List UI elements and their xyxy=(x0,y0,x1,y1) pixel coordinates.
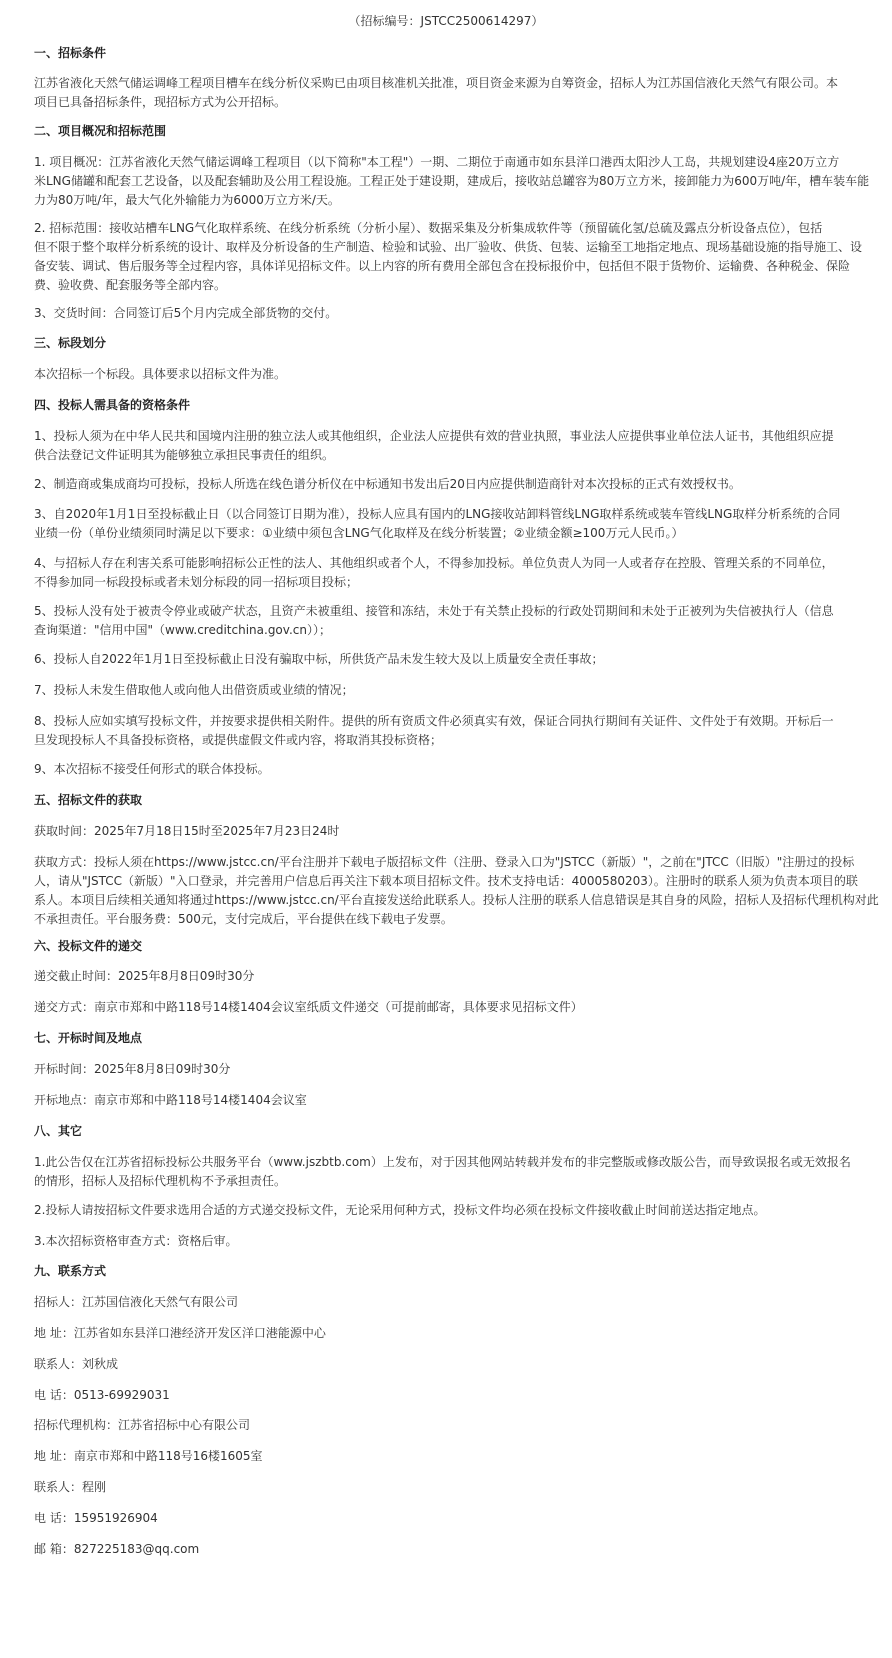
section-4-item-1 xyxy=(34,427,874,465)
line: 但不限于整个取样分析系统的设计、取样及分析设备的生产制造、检验和试验、出厂验收、供货、包装、运输至工地指定地点、现场基础设施的指导施工、设 xyxy=(34,240,863,254)
section-3-title: 三、标段划分 xyxy=(34,336,107,350)
line: 费、验收费、配套服务等全部内容。 xyxy=(34,278,227,292)
section-8-item-3: 3.本次招标资格审查方式：资格后审。 xyxy=(34,1234,238,1248)
contact-agency-email: 邮 箱：827225183@qq.com xyxy=(34,1542,200,1556)
line: 查询渠道："信用中国"（www.creditchina.gov.cn））； xyxy=(34,623,331,637)
line: 旦发现投标人不具备投标资格，或提供虚假文件或内容，将取消其投标资格； xyxy=(34,733,443,747)
line: 业绩一份（单份业绩须同时满足以下要求：①业绩中须包含LNG气化取样及在线分析装置；②业绩金额≥100万元人民币。） xyxy=(34,526,684,540)
section-7-title: 七、开标时间及地点 xyxy=(34,1031,143,1045)
contact-tenderer-person: 联系人：刘秋成 xyxy=(34,1357,119,1371)
section-3-paragraph: 本次招标一个标段。具体要求以招标文件为准。 xyxy=(34,367,287,381)
line: 米LNG储罐和配套工艺设备，以及配套辅助及公用工程设施。工程正处于建设期，建成后，接收站总罐容为80万立方米，接卸能力为600万吨/年，槽车装车能 xyxy=(34,174,870,188)
section-4-item-3 xyxy=(34,505,874,543)
line: 不承担责任。平台服务费：500元，支付完成后，平台提供在线下载电子发票。 xyxy=(34,912,453,926)
line: 4、与招标人存在利害关系可能影响招标公正性的法人、其他组织或者个人，不得参加投标。单位负责人为同一人或者存在控股、管理关系的不同单位， xyxy=(34,556,834,570)
section-5-acquire-time: 获取时间：2025年7月18日15时至2025年7月23日24时 xyxy=(34,824,340,838)
line: 1. 项目概况：江苏省液化天然气储运调峰工程项目（以下简称"本工程"）一期、二期位于南通市如东县洋口港西太阳沙人工岛，共规划建设4座20万立方 xyxy=(34,155,840,169)
section-8-title: 八、其它 xyxy=(34,1124,83,1138)
section-7-place: 开标地点：南京市郑和中路118号14楼1404会议室 xyxy=(34,1093,307,1107)
contact-agency-person: 联系人：程刚 xyxy=(34,1480,107,1494)
section-8-item-2: 2.投标人请按招标文件要求选用合适的方式递交投标文件，无论采用何种方式，投标文件均必须在投标文件接收截止时间前送达指定地点。 xyxy=(34,1203,766,1217)
line: 项目已具备招标条件，现招标方式为公开招标。 xyxy=(34,95,287,109)
section-2-title: 二、项目概况和招标范围 xyxy=(34,124,167,138)
section-6-title: 六、投标文件的递交 xyxy=(34,939,143,953)
line: 系人。本项目后续相关通知将通过https://www.jstcc.cn/平台直接发送给此联系人。投标人注册的联系人信息错误是其自身的风险，招标人及招标代理机构对此 xyxy=(34,893,879,907)
line: 供合法登记文件证明其为能够独立承担民事责任的组织。 xyxy=(34,448,335,462)
line: 获取方式：投标人须在https://www.jstcc.cn/平台注册并下载电子版招标文件（注册、登录入口为"JSTCC（新版）"，之前在"JTCC（旧版）"注册过的投标 xyxy=(34,855,855,869)
line: 不得参加同一标段投标或者未划分标段的同一招标项目投标； xyxy=(34,575,359,589)
section-4-item-2: 2、制造商或集成商均可投标，投标人所选在线色谱分析仪在中标通知书发出后20日内应提供制造商针对本次投标的正式有效授权书。 xyxy=(34,477,741,491)
section-1-paragraph xyxy=(34,74,874,112)
section-4-item-5 xyxy=(34,602,874,640)
contact-agency-phone: 电 话：15951926904 xyxy=(34,1511,158,1525)
line: 江苏省液化天然气储运调峰工程项目槽车在线分析仪采购已由项目核准机关批准，项目资金来源为自筹资金，招标人为江苏国信液化天然气有限公司。本 xyxy=(34,76,839,90)
line: 1、投标人须为在中华人民共和国境内注册的独立法人或其他组织，企业法人应提供有效的营业执照，事业法人应提供事业单位法人证书，其他组织应提 xyxy=(34,429,834,443)
section-4-item-7: 7、投标人未发生借取他人或向他人出借资质或业绩的情况； xyxy=(34,683,354,697)
contact-agency-address: 地 址：南京市郑和中路118号16楼1605室 xyxy=(34,1449,263,1463)
line: 人，请从"JSTCC（新版）"入口登录，并完善用户信息后再关注下载本项目招标文件。技术支持电话：4000580203）。注册时的联系人须为负责本项目的联 xyxy=(34,874,858,888)
line: 8、投标人应如实填写投标文件，并按要求提供相关附件。提供的所有资质文件必须真实有效，保证合同执行期间有关证件、文件处于有效期。开标后一 xyxy=(34,714,834,728)
bid-number: （招标编号：JSTCC2500614297） xyxy=(348,14,544,28)
section-9-title: 九、联系方式 xyxy=(34,1264,107,1278)
section-4-title: 四、投标人需具备的资格条件 xyxy=(34,398,191,412)
line: 2. 招标范围：接收站槽车LNG气化取样系统、在线分析系统（分析小屋）、数据采集及分析集成软件等（预留硫化氢/总硫及露点分析设备点位），包括 xyxy=(34,221,823,235)
section-6-method: 递交方式：南京市郑和中路118号14楼1404会议室纸质文件递交（可提前邮寄，具体要求见招标文件） xyxy=(34,1000,583,1014)
contact-agency: 招标代理机构：江苏省招标中心有限公司 xyxy=(34,1418,251,1432)
section-5-acquire-method xyxy=(34,853,879,929)
section-2-paragraph-2 xyxy=(34,219,874,295)
section-4-item-6: 6、投标人自2022年1月1日至投标截止日没有骗取中标，所供货产品未发生较大及以上质量安全责任事故； xyxy=(34,652,604,666)
section-6-deadline: 递交截止时间：2025年8月8日09时30分 xyxy=(34,969,255,983)
line: 备安装、调试、售后服务等全过程内容，具体详见招标文件。以上内容的所有费用全部包含在投标报价中，包括但不限于货物价、运输费、各种税金、保险 xyxy=(34,259,851,273)
line: 的情形，招标人及招标代理机构不予承担责任。 xyxy=(34,1174,287,1188)
contact-tenderer-address: 地 址：江苏省如东县洋口港经济开发区洋口港能源中心 xyxy=(34,1326,326,1340)
section-2-paragraph-3: 3、交货时间：合同签订后5个月内完成全部货物的交付。 xyxy=(34,306,338,320)
section-5-title: 五、招标文件的获取 xyxy=(34,793,143,807)
section-4-item-9: 9、本次招标不接受任何形式的联合体投标。 xyxy=(34,762,270,776)
section-7-time: 开标时间：2025年8月8日09时30分 xyxy=(34,1062,231,1076)
contact-tenderer-phone: 电 话：0513-69929031 xyxy=(34,1388,170,1402)
line: 力为80万吨/年，最大气化外输能力为6000万立方米/天。 xyxy=(34,193,340,207)
section-4-item-4 xyxy=(34,554,874,592)
section-1-title: 一、招标条件 xyxy=(34,46,107,60)
contact-tenderer: 招标人：江苏国信液化天然气有限公司 xyxy=(34,1295,239,1309)
section-4-item-8 xyxy=(34,712,874,750)
line: 3、自2020年1月1日至投标截止日（以合同签订日期为准），投标人应具有国内的LNG接收站卸料管线LNG取样系统或装车管线LNG取样分析系统的合同 xyxy=(34,507,841,521)
section-2-paragraph-1 xyxy=(34,153,874,210)
line: 1.此公告仅在江苏省招标投标公共服务平台（www.jszbtb.com）上发布，对于因其他网站转载并发布的非完整版或修改版公告，而导致误报名或无效报名 xyxy=(34,1155,851,1169)
line: 5、投标人没有处于被责令停业或破产状态，且资产未被重组、接管和冻结，未处于有关禁止投标的行政处罚期间和未处于正被列为失信被执行人（信息 xyxy=(34,604,834,618)
section-8-item-1 xyxy=(34,1153,874,1191)
